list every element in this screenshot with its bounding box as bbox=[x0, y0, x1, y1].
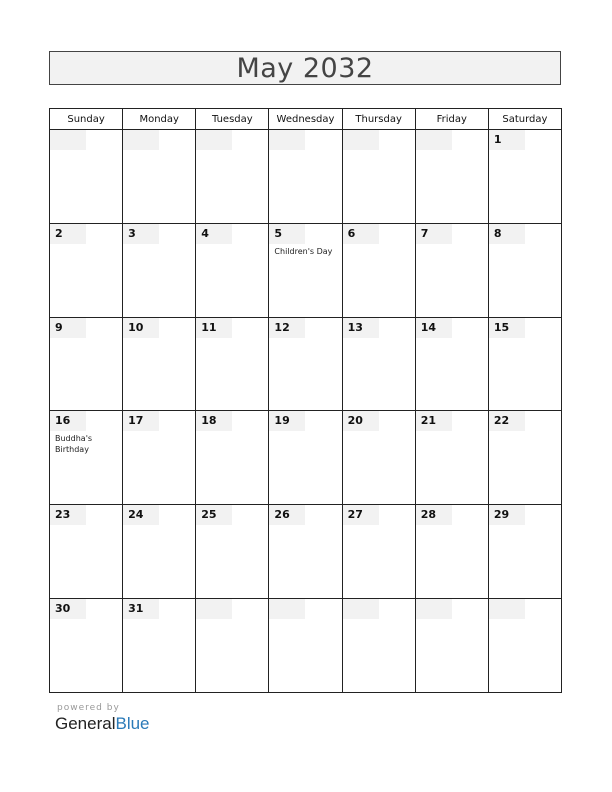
day-cell[interactable] bbox=[123, 599, 196, 693]
day-cell[interactable] bbox=[342, 130, 415, 224]
day-number: 30 bbox=[50, 599, 86, 619]
day-number: 17 bbox=[123, 411, 159, 431]
day-number bbox=[343, 599, 379, 619]
day-number bbox=[416, 599, 452, 619]
day-cell[interactable] bbox=[488, 505, 561, 599]
day-cell[interactable] bbox=[488, 411, 561, 505]
day-cell[interactable] bbox=[196, 130, 269, 224]
day-number: 15 bbox=[489, 318, 525, 338]
day-cell[interactable] bbox=[415, 411, 488, 505]
day-number: 20 bbox=[343, 411, 379, 431]
day-cell[interactable] bbox=[123, 411, 196, 505]
day-cell[interactable] bbox=[342, 411, 415, 505]
day-number: 11 bbox=[196, 318, 232, 338]
day-cell[interactable] bbox=[342, 317, 415, 411]
day-number: 4 bbox=[196, 224, 232, 244]
day-number: 3 bbox=[123, 224, 159, 244]
week-row bbox=[50, 317, 562, 411]
week-row bbox=[50, 130, 562, 224]
day-cell[interactable] bbox=[50, 505, 123, 599]
weekday-sunday: Sunday bbox=[50, 109, 123, 130]
day-number: 9 bbox=[50, 318, 86, 338]
holiday-label: Children's Day bbox=[274, 246, 333, 256]
day-cell[interactable] bbox=[488, 223, 561, 317]
day-number bbox=[343, 130, 379, 150]
title-banner bbox=[49, 51, 561, 85]
day-cell[interactable] bbox=[196, 505, 269, 599]
day-number: 8 bbox=[489, 224, 525, 244]
day-cell[interactable] bbox=[488, 130, 561, 224]
day-cell[interactable] bbox=[269, 130, 342, 224]
day-cell[interactable] bbox=[488, 317, 561, 411]
day-cell[interactable] bbox=[415, 505, 488, 599]
day-cell[interactable] bbox=[50, 411, 123, 505]
week-row bbox=[50, 411, 562, 505]
day-number: 25 bbox=[196, 505, 232, 525]
day-cell[interactable] bbox=[415, 130, 488, 224]
day-cell[interactable] bbox=[196, 599, 269, 693]
brand-general-text: General bbox=[55, 714, 116, 733]
day-cell[interactable] bbox=[415, 599, 488, 693]
weekday-friday: Friday bbox=[415, 109, 488, 130]
day-cell[interactable] bbox=[123, 223, 196, 317]
day-cell[interactable] bbox=[269, 505, 342, 599]
brand-blue-text: Blue bbox=[115, 714, 150, 733]
calendar-grid bbox=[49, 108, 562, 693]
day-number: 22 bbox=[489, 411, 525, 431]
day-cell[interactable] bbox=[342, 599, 415, 693]
day-number: 12 bbox=[269, 318, 305, 338]
day-cell[interactable] bbox=[50, 599, 123, 693]
week-row bbox=[50, 223, 562, 317]
powered-by-text: powered by bbox=[57, 703, 120, 713]
day-number: 26 bbox=[269, 505, 305, 525]
day-number bbox=[269, 130, 305, 150]
day-cell[interactable] bbox=[269, 223, 342, 317]
day-cell[interactable] bbox=[488, 599, 561, 693]
day-number: 29 bbox=[489, 505, 525, 525]
day-cell[interactable] bbox=[342, 505, 415, 599]
day-cell[interactable] bbox=[123, 317, 196, 411]
day-cell[interactable] bbox=[50, 130, 123, 224]
day-number: 16 bbox=[50, 411, 86, 431]
weekday-thursday: Thursday bbox=[342, 109, 415, 130]
day-number: 27 bbox=[343, 505, 379, 525]
holiday-label: Buddha's Birthday bbox=[55, 434, 93, 455]
day-number: 2 bbox=[50, 224, 86, 244]
weekday-saturday: Saturday bbox=[488, 109, 561, 130]
day-number: 18 bbox=[196, 411, 232, 431]
day-cell[interactable] bbox=[196, 411, 269, 505]
week-row bbox=[50, 505, 562, 599]
day-number bbox=[196, 599, 232, 619]
day-number bbox=[489, 599, 525, 619]
brand-logo[interactable] bbox=[55, 714, 150, 734]
day-cell[interactable] bbox=[269, 599, 342, 693]
weekday-monday: Monday bbox=[123, 109, 196, 130]
page-title: May 2032 bbox=[236, 52, 374, 84]
day-cell[interactable] bbox=[269, 317, 342, 411]
day-number: 1 bbox=[489, 130, 525, 150]
day-cell[interactable] bbox=[50, 317, 123, 411]
day-number: 23 bbox=[50, 505, 86, 525]
day-cell[interactable] bbox=[269, 411, 342, 505]
weekday-header-row bbox=[50, 109, 562, 130]
day-number: 7 bbox=[416, 224, 452, 244]
week-row bbox=[50, 599, 562, 693]
day-number: 19 bbox=[269, 411, 305, 431]
day-cell[interactable] bbox=[342, 223, 415, 317]
day-number bbox=[50, 130, 86, 150]
day-number: 13 bbox=[343, 318, 379, 338]
day-number bbox=[269, 599, 305, 619]
day-number bbox=[196, 130, 232, 150]
day-number: 24 bbox=[123, 505, 159, 525]
day-number: 10 bbox=[123, 318, 159, 338]
weekday-tuesday: Tuesday bbox=[196, 109, 269, 130]
day-number: 6 bbox=[343, 224, 379, 244]
calendar-body bbox=[50, 130, 562, 693]
day-cell[interactable] bbox=[415, 317, 488, 411]
day-number: 14 bbox=[416, 318, 452, 338]
day-cell[interactable] bbox=[50, 223, 123, 317]
day-cell[interactable] bbox=[415, 223, 488, 317]
weekday-wednesday: Wednesday bbox=[269, 109, 342, 130]
day-number: 31 bbox=[123, 599, 159, 619]
day-cell[interactable] bbox=[123, 505, 196, 599]
day-cell[interactable] bbox=[123, 130, 196, 224]
day-number: 5 bbox=[269, 224, 305, 244]
day-cell[interactable] bbox=[196, 317, 269, 411]
day-number: 21 bbox=[416, 411, 452, 431]
day-cell[interactable] bbox=[196, 223, 269, 317]
day-number bbox=[123, 130, 159, 150]
day-number bbox=[416, 130, 452, 150]
day-number: 28 bbox=[416, 505, 452, 525]
